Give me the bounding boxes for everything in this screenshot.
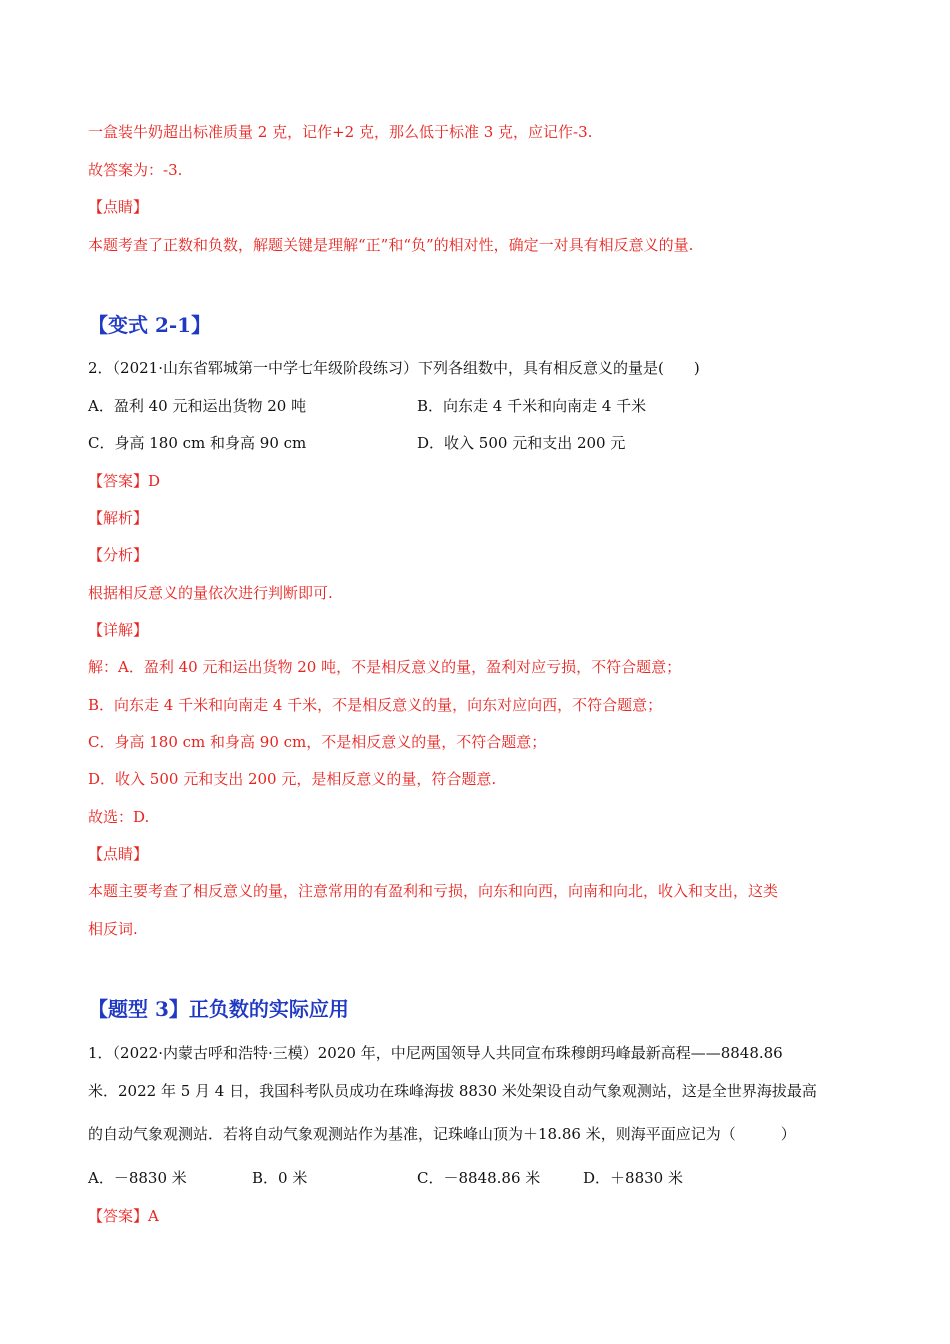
section-heading: 【题型 3】正负数的实际应用 <box>88 997 349 1021</box>
detail-tag: 【详解】 <box>88 621 149 639</box>
point-tag: 【点睛】 <box>88 845 149 863</box>
point-text: 本题主要考查了相反意义的量，注意常用的有盈利和亏损，向东和向西，向南和向北，收入和支出，这类 <box>88 882 779 900</box>
solution-answer: 故答案为：-3. <box>88 161 183 179</box>
question-stem: 1．（2022·内蒙古呼和浩特·三模）2020 年，中尼两国领导人共同宣布珠穆朗玛峰最新高程——8848.86 <box>88 1044 783 1062</box>
variant-heading: 【变式 2-1】 <box>88 313 212 337</box>
detail-line: C．身高 180 cm 和身高 90 cm，不是相反意义的量，不符合题意； <box>88 733 547 751</box>
point-tag: 【点睛】 <box>88 198 149 216</box>
point-text: 相反词. <box>88 920 138 938</box>
fenxi-text: 根据相反意义的量依次进行判断即可. <box>88 584 333 602</box>
option-d: D．收入 500 元和支出 200 元 <box>417 434 626 452</box>
answer-label: 【答案】D <box>88 472 161 490</box>
option-c: C．身高 180 cm 和身高 90 cm <box>88 434 307 452</box>
fenxi-tag: 【分析】 <box>88 546 149 564</box>
detail-line: 故选：D. <box>88 808 150 826</box>
detail-line: 解：A．盈利 40 元和运出货物 20 吨，不是相反意义的量，盈利对应亏损，不符合题意； <box>88 658 682 676</box>
option-b: B．0 米 <box>252 1169 308 1187</box>
option-a: A．盈利 40 元和运出货物 20 吨 <box>88 397 307 415</box>
solution-line: 一盒装牛奶超出标准质量 2 克，记作+2 克，那么低于标准 3 克，应记作-3. <box>88 123 593 141</box>
answer-label: 【答案】A <box>88 1207 159 1225</box>
point-text: 本题考查了正数和负数，解题关键是理解“正”和“负”的相对性，确定一对具有相反意义的量. <box>88 236 694 254</box>
option-a: A．－8830 米 <box>88 1169 187 1187</box>
question-stem: 米．2022 年 5 月 4 日，我国科考队员成功在珠峰海拔 8830 米处架设自动气象观测站，这是全世界海拔最高 <box>88 1082 817 1100</box>
option-d: D．＋8830 米 <box>583 1169 683 1187</box>
option-c: C．－8848.86 米 <box>417 1169 541 1187</box>
option-b: B．向东走 4 千米和向南走 4 千米 <box>417 397 647 415</box>
detail-line: D．收入 500 元和支出 200 元，是相反意义的量，符合题意. <box>88 770 497 788</box>
analysis-tag: 【解析】 <box>88 509 149 527</box>
detail-line: B．向东走 4 千米和向南走 4 千米，不是相反意义的量，向东对应向西，不符合题意； <box>88 696 663 714</box>
question-stem: 2．（2021·山东省郓城第一中学七年级阶段练习）下列各组数中，具有相反意义的量是( ) <box>88 359 700 377</box>
question-stem: 的自动气象观测站．若将自动气象观测站作为基准，记珠峰山顶为＋18.86 米，则海平面应记为（ ） <box>88 1125 796 1143</box>
